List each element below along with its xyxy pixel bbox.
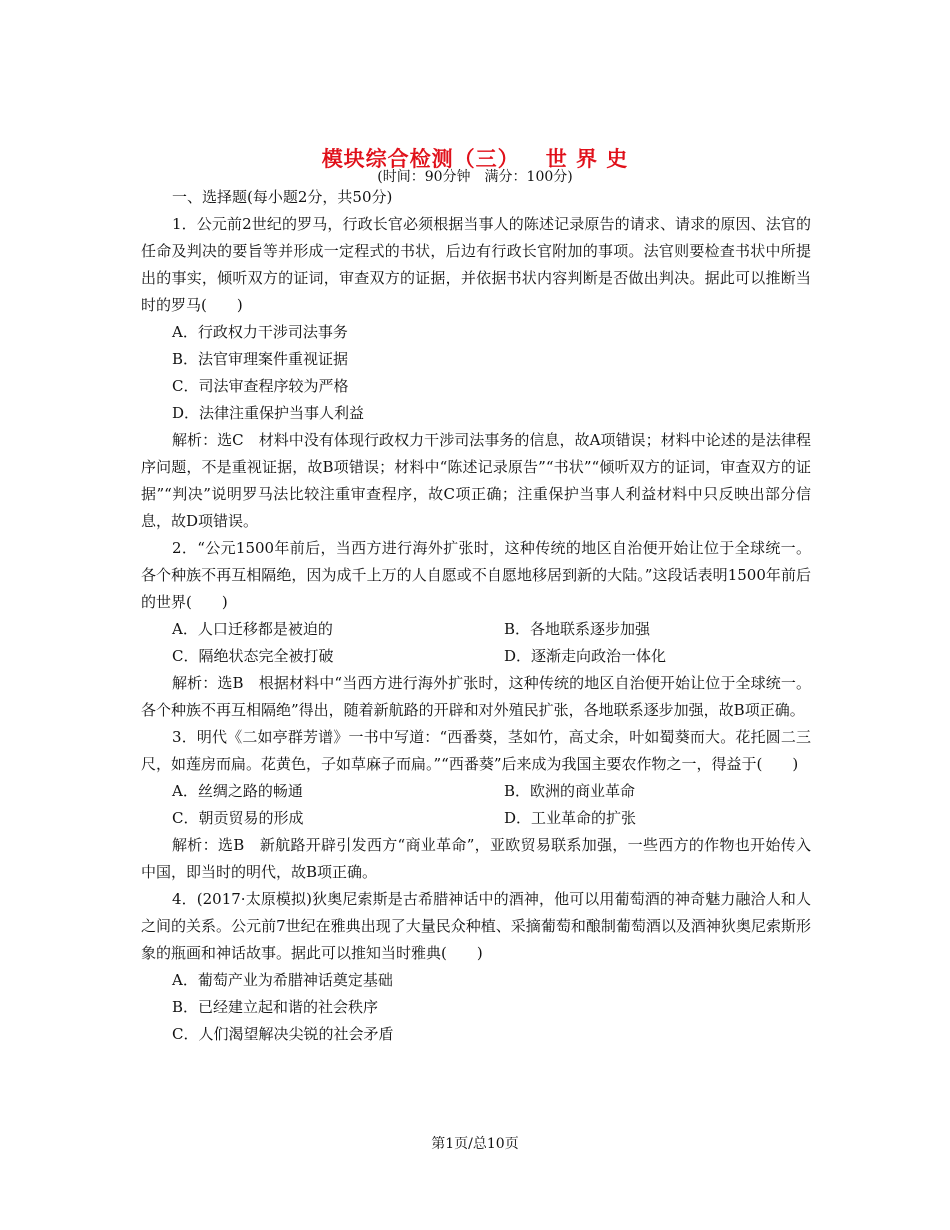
question-3-stem: 3．明代《二如亭群芳谱》一书中写道：“西番葵，茎如竹，高丈余，叶如蜀葵而大。花托圆二三尺，如莲房而扁。花黄色，子如草麻子而扁。”“西番葵”后来成为我国主要农作物之一，得益于( ) [141,728,811,773]
question-2-stem: 2．“公元1500年前后，当西方进行海外扩张时，这种传统的地区自治便开始让位于全球统一。各个种族不再互相隔绝，因为成千上万的人自愿或不自愿地移居到新的大陆。”这段话表明1500年前后的世界( ) [141,539,811,611]
title-subject: 世 界 史 [545,146,629,171]
question-4-stem: 4．(2017·太原模拟)狄奥尼索斯是古希腊神话中的酒神，他可以用葡萄酒的神奇魅力融洽人和人之间的关系。公元前7世纪在雅典出现了大量民众种植、采摘葡萄和酿制葡萄酒以及酒神狄奥尼索斯形象的瓶画和神话故事。据此可以推知当时雅典( ) [141,890,811,962]
exam-info: (时间：90分钟 满分：100分) [377,169,573,185]
question-4-option-c: C．人们渴望解决尖锐的社会矛盾 [172,1025,394,1043]
question-2-option-b: B．各地联系逐步加强 [504,620,651,638]
question-1-option-d: D．法律注重保护当事人利益 [172,404,365,422]
question-3-option-b: B．欧洲的商业革命 [504,782,636,800]
question-3-options-row-2 [141,805,811,832]
question-3-option-a: A．丝绸之路的畅通 [172,782,303,800]
question-1-option-b: B．法官审理案件重视证据 [172,350,349,368]
page-number: 第1页/总10页 [431,1136,519,1152]
question-2-analysis: 解析：选B 根据材料中“当西方进行海外扩张时，这种传统的地区自治便开始让位于全球统一。各个种族不再互相隔绝”得出，随着新航路的开辟和对外殖民扩张，各地联系逐步加强，故B项正确。 [141,674,811,719]
page-content [141,184,811,1048]
question-4-option-a: A．葡萄产业为希腊神话奠定基础 [172,971,393,989]
question-4-option-b: B．已经建立起和谐的社会秩序 [172,998,379,1016]
question-3-options-row-1 [141,778,811,805]
section-heading: 一、选择题(每小题2分，共50分) [172,188,393,206]
question-1-option-c: C．司法审查程序较为严格 [172,377,349,395]
question-3-option-c: C．朝贡贸易的形成 [172,809,304,827]
question-2-option-a: A．人口迁移都是被迫的 [172,620,333,638]
question-3-analysis: 解析：选B 新航路开辟引发西方“商业革命”，亚欧贸易联系加强，一些西方的作物也开始传入中国，即当时的明代，故B项正确。 [141,836,811,881]
question-1-option-a: A．行政权力干涉司法事务 [172,323,348,341]
question-2-options-row-2 [141,643,811,670]
question-2-options-row-1 [141,616,811,643]
question-3-option-d: D．工业革命的扩张 [504,809,637,827]
question-1-stem: 1．公元前2世纪的罗马，行政长官必须根据当事人的陈述记录原告的请求、请求的原因、法官的任命及判决的要旨等并形成一定程式的书状，后边有行政长官附加的事项。法官则要检查书状中所提出的事实，倾听双方的证词，审查双方的证据，并依据书状内容判断是否做出判决。据此可以推断当时的罗马( ) [141,215,811,314]
question-1-analysis: 解析：选C 材料中没有体现行政权力干涉司法事务的信息，故A项错误；材料中论述的是法律程序问题，不是重视证据，故B项错误；材料中“陈述记录原告”“书状”“倾听双方的证词，审查双方的证据”“判决”说明罗马法比较注重审查程序，故C项正确；注重保护当事人利益材料中只反映出部分信息，故D项错误。 [141,431,811,530]
title-main: 模块综合检测（三） [321,146,520,171]
question-2-option-d: D．逐渐走向政治一体化 [504,647,667,665]
question-2-option-c: C．隔绝状态完全被打破 [172,647,334,665]
